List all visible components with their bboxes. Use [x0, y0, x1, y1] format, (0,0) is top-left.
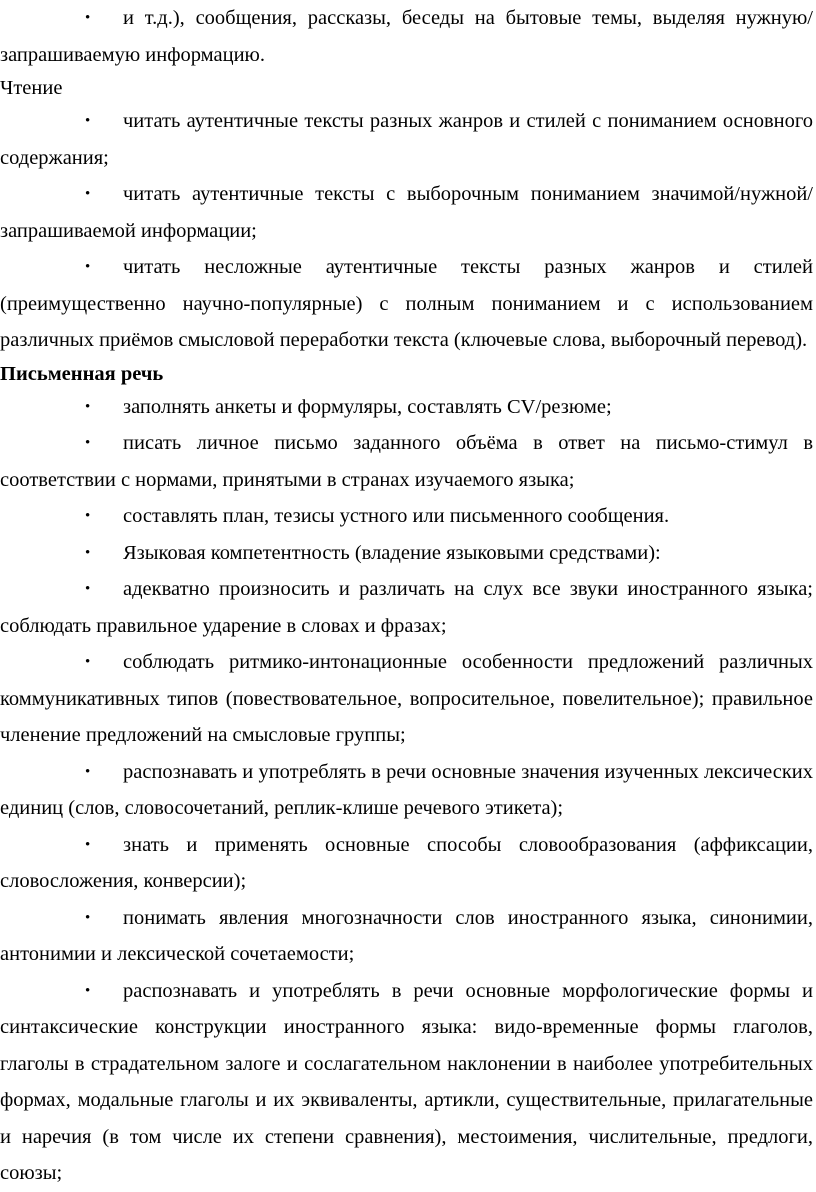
bullet-text: адекватно произносить и различать на слух все звуки иностранного языка; соблюдать правильное ударение в словах и фразах; [0, 578, 813, 637]
bullet-text: и т.д.), сообщения, рассказы, беседы на бытовые темы, выделяя нужную/запрашиваемую информацию. [0, 7, 813, 66]
bullet-item [0, 900, 813, 973]
bullet-item [0, 389, 813, 426]
section-heading: Чтение [0, 77, 63, 99]
bullet-item [0, 176, 813, 249]
bullet-text: Языковая компетентность (владение языковыми средствами): [123, 541, 661, 564]
bullet-text: читать несложные аутентичные тексты разных жанров и стилей (преимущественно научно-популярные) с полным пониманием и с использованием различных приёмов смысловой переработки текста (ключевые слова, выборочный перевод). [0, 256, 813, 351]
bullet-item [0, 644, 813, 754]
bullet-icon: • [85, 259, 91, 275]
bullet-icon: • [85, 763, 91, 780]
bullet-text: читать аутентичные тексты разных жанров и стилей с пониманием основного содержания; [0, 110, 813, 169]
bullet-icon: • [85, 836, 91, 853]
bullet-text: знать и применять основные способы словообразования (аффиксации, словосложения, конверсии); [0, 833, 813, 892]
bullet-text: соблюдать ритмико-интонационные особенности предложений различных коммуникативных типов (повествовательное, вопросительное, повелительное); правильное членение предложений на смысловые группы; [0, 651, 813, 746]
bullet-item [0, 571, 813, 644]
bullet-item [0, 425, 813, 498]
bullet-text: заполнять анкеты и формуляры, составлять CV/резюме; [123, 395, 612, 418]
bullet-item [0, 498, 813, 535]
bullet-icon: • [85, 113, 91, 129]
section-heading: Письменная речь [0, 362, 164, 385]
bullet-icon: • [85, 581, 91, 597]
bullet-item [0, 973, 813, 1192]
bullet-item [0, 827, 813, 900]
bullet-item [0, 249, 813, 359]
bullet-text: понимать явления многозначности слов иностранного языка, синонимии, антонимии и лексической сочетаемости; [0, 906, 813, 965]
bullet-icon: • [85, 544, 91, 561]
bullet-icon: • [85, 982, 91, 999]
bullet-icon: • [85, 909, 91, 926]
bullet-item [0, 0, 813, 73]
bullet-icon: • [85, 10, 91, 26]
bullet-item [0, 535, 813, 572]
bullet-text: читать аутентичные тексты с выборочным пониманием значимой/нужной/запрашиваемой информации; [0, 183, 813, 242]
bullet-text: распознавать и употреблять в речи основные значения изученных лексических единиц (слов, словосочетаний, реплик-клише речевого этикета); [0, 760, 813, 819]
bullet-icon: • [85, 186, 91, 202]
bullet-icon: • [85, 435, 91, 451]
bullet-icon: • [85, 508, 91, 524]
bullet-text: распознавать и употреблять в речи основные морфологические формы и синтаксические конструкции иностранного языка: видо-временные формы глаголов, глаголы в страдательном залоге и сослагательном наклонении в наиболее употребительных формах, модальные глаголы и их эквиваленты, артикли, существительные, прилагательные и наречия (в том числе их степени сравнения), местоимения, числительные, предлоги, союзы; [0, 979, 813, 1184]
bullet-icon: • [85, 654, 91, 670]
bullet-item [0, 103, 813, 176]
bullet-text: составлять план, тезисы устного или письменного сообщения. [123, 505, 670, 527]
bullet-icon: • [85, 398, 91, 415]
bullet-item [0, 754, 813, 827]
bullet-text: писать личное письмо заданного объёма в ответ на письмо-стимул в соответствии с нормами, принятыми в странах изучаемого языка; [0, 432, 813, 491]
